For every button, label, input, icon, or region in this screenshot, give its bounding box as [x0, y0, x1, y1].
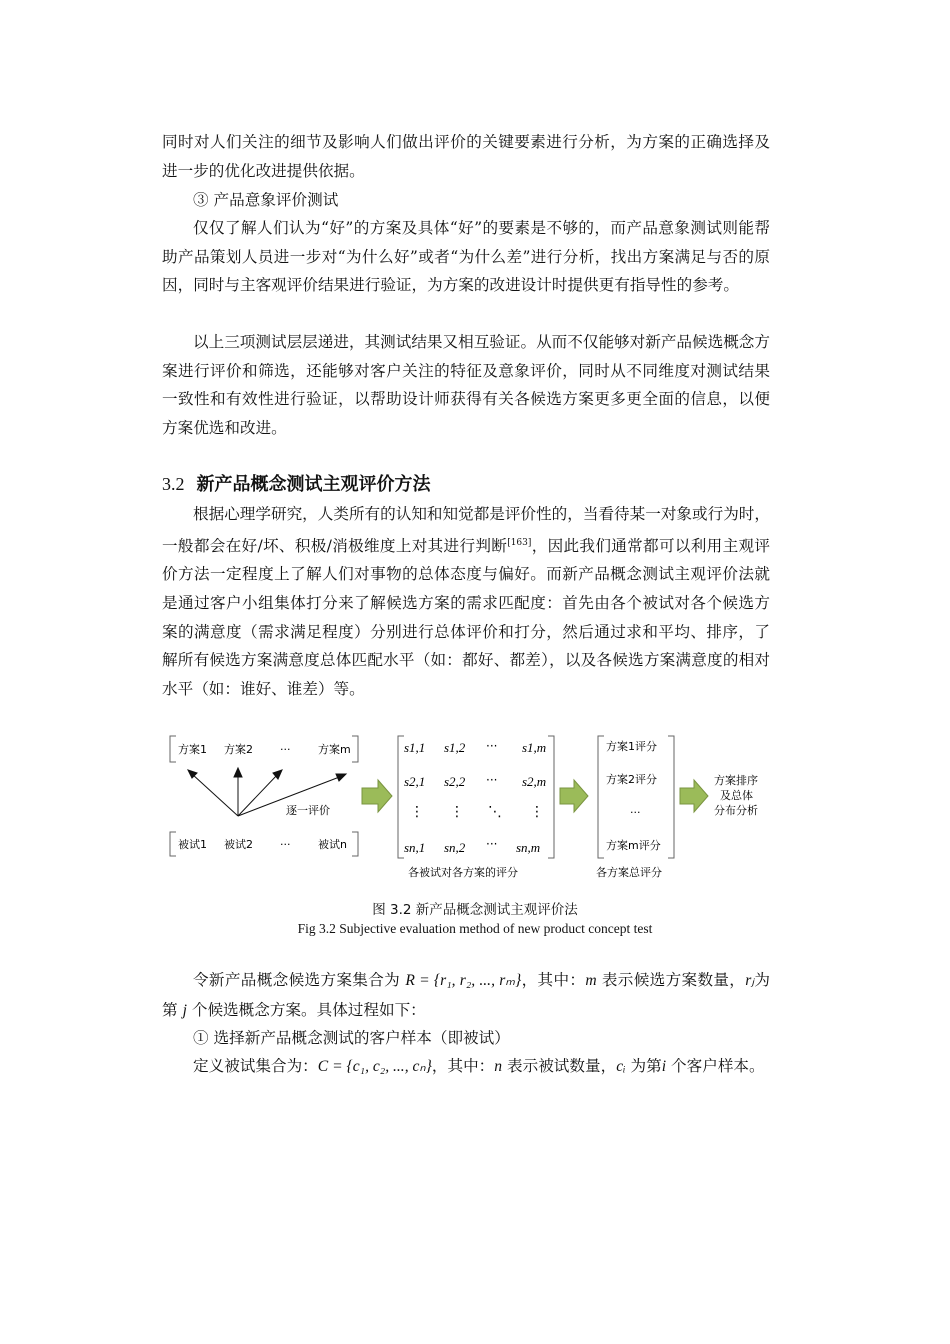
flow-arrow-2 — [560, 780, 588, 812]
paragraph-method — [162, 500, 770, 703]
matrix-cell-2-1: s2,1 — [404, 774, 426, 789]
citation: [163] — [507, 537, 532, 548]
paragraph-method-text-a: 根据心理学研究，人类所有的认知和知觉都是评价性的，当看待某一对象或行为时，一般都会在好/坏、积极/消极维度上对其进行判断 — [162, 505, 770, 555]
evaluate-label: 逐一评价 — [286, 804, 330, 817]
score-1: 方案1评分 — [606, 740, 657, 753]
scheme-m: 方案m — [318, 743, 351, 756]
paragraph-method-text-b: ，因此我们通常都可以利用主观评价方法一定程度上了解人们对事物的总体态度与偏好。而新产品概念测试主观评价法就是通过客户小组集体打分来了解候选方案的需求匹配度：首先由各个被试对各个候选方案的满意度（需求满足程度）分别进行总体评价和打分，然后通过求和平均、排序，了解所有候选方案满意度总体匹配水平（如：都好、都差），以及各候选方案满意度的相对水平（如：谁好、谁差）等。 — [162, 536, 770, 698]
matrix-ddots: ⋱ — [488, 804, 502, 820]
matrix-cell-n-2: sn,2 — [444, 840, 466, 855]
paragraph-image-test: 仅仅了解人们认为“好”的方案及具体“好”的要素是不够的，而产品意象测试则能帮助产品策划人员进一步对“为什么好”或者“为什么差”进行分析，找出方案满足与否的原因，同时与主客观评价结果进行验证，为方案的改进设计时提供更有指导性的参考。 — [162, 219, 770, 295]
p6-text-c: 表示候选方案数量， — [596, 971, 746, 989]
section-title: 新产品概念测试主观评价方法 — [196, 474, 431, 495]
scheme-2: 方案2 — [224, 743, 253, 756]
matrix-cell-1-dots: ··· — [486, 739, 498, 753]
paragraph-summary: 以上三项测试层层递进，其测试结果又相互验证。从而不仅能够对新产品候选概念方案进行评价和筛选，还能够对客户关注的特征及意象评价，同时从不同维度对测试结果一致性和有效性进行验证，以帮助设计师获得有关各候选方案更多更全面的信息，以便方案优选和改进。 — [162, 333, 770, 437]
matrix-cell-n-1: sn,1 — [404, 840, 426, 855]
flow-arrow-1 — [362, 780, 392, 812]
matrix-cell-n-dots: ··· — [486, 837, 498, 851]
figure-caption-en: Fig 3.2 Subjective evaluation method of new product concept test — [297, 921, 653, 936]
subject-1: 被试1 — [178, 838, 207, 851]
p8-text-c: 表示被试数量， — [502, 1057, 617, 1075]
matrix-cell-1-m: s1,m — [522, 740, 547, 755]
subject-dots: ··· — [280, 838, 291, 851]
matrix-vdots-1: ⋮ — [410, 804, 424, 820]
matrix-cell-2-2: s2,2 — [444, 774, 466, 789]
list-item-3: ③ 产品意象评价测试 — [193, 191, 339, 209]
section-heading — [162, 470, 431, 496]
p6-text-d: 为第 — [162, 971, 770, 1019]
paragraph-definition-c — [162, 1052, 782, 1082]
figure-caption-cn: 图 3.2 新产品概念测试主观评价法 — [372, 902, 578, 918]
scheme-dots: ··· — [280, 743, 291, 756]
set-c-formula: C = {c₁, c₂, ..., cₙ} — [317, 1058, 432, 1075]
section-number: 3.2 — [162, 474, 185, 494]
matrix-cell-1-2: s1,2 — [444, 740, 466, 755]
subject-n: 被试n — [318, 838, 347, 851]
var-i: i — [661, 1058, 667, 1075]
var-n: n — [494, 1058, 503, 1075]
matrix-cell-2-dots: ··· — [486, 773, 498, 787]
result-line-3: 分布分析 — [714, 804, 758, 817]
p6-text-b: ，其中： — [521, 971, 586, 989]
p8-text-a: 定义被试集合为： — [193, 1057, 318, 1075]
matrix-caption: 各被试对各方案的评分 — [408, 866, 518, 879]
p8-text-b: ，其中： — [431, 1057, 495, 1075]
matrix-vdots-2: ⋮ — [450, 804, 464, 820]
paragraph-intro: 同时对人们关注的细节及影响人们做出评价的关键要素进行分析，为方案的正确选择及进一步的优化改进提供依据。 — [162, 133, 770, 180]
subject-2: 被试2 — [224, 838, 253, 851]
result-line-2: 及总体 — [720, 789, 753, 802]
var-m: m — [585, 972, 597, 989]
p6-text-a: 令新产品概念候选方案集合为 — [193, 971, 406, 989]
score-m: 方案m评分 — [606, 839, 661, 852]
p6-text-e: 个候选概念方案。具体过程如下： — [186, 1000, 426, 1019]
list-item-1: ① 选择新产品概念测试的客户样本（即被试） — [193, 1029, 510, 1047]
paragraph-definition-r — [162, 966, 770, 1025]
scheme-1: 方案1 — [178, 743, 207, 756]
p8-text-e: 个客户样本。 — [666, 1057, 765, 1075]
matrix-cell-2-m: s2,m — [522, 774, 547, 789]
matrix-vdots-3: ⋮ — [530, 804, 544, 820]
var-j: j — [182, 1001, 187, 1019]
score-dots: ··· — [630, 806, 641, 819]
scores-caption: 各方案总评分 — [596, 866, 662, 879]
matrix-cell-n-m: sn,m — [516, 840, 541, 855]
var-rj: rⱼ — [745, 972, 755, 989]
figure-diagram — [160, 728, 790, 888]
p8-text-d: 为第 — [625, 1057, 662, 1075]
result-line-1: 方案排序 — [714, 774, 758, 787]
var-ci: cᵢ — [616, 1058, 626, 1075]
flow-arrow-3 — [680, 780, 708, 812]
score-2: 方案2评分 — [606, 773, 657, 786]
matrix-cell-1-1: s1,1 — [404, 740, 426, 755]
set-r-formula: R = {r₁, r₂, ..., rₘ} — [405, 972, 522, 989]
